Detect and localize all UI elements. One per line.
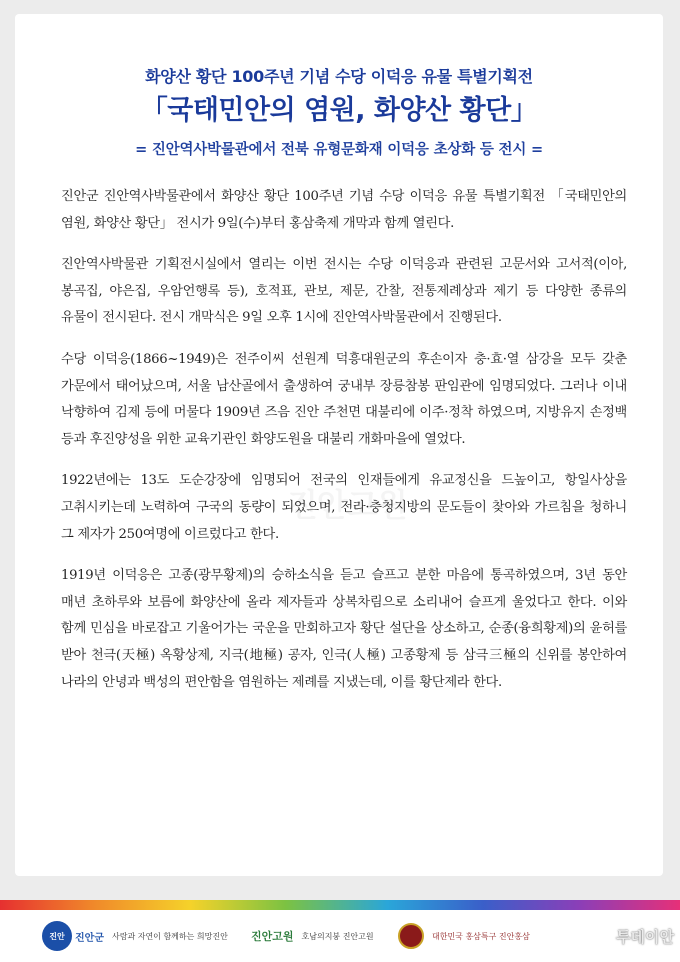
paragraph-5: 1919년 이덕응은 고종(광무황제)의 승하소식을 듣고 슬프고 분한 마음에 통곡하였으며, 3년 동안 매년 초하루와 보름에 화양산에 올라 제자들과 상복차림으로 소리내어 슬프게 울었다고 한다. 이와 함께 민심을 바로잡고 기울어가는 국운을 만회하고자 황단 설단을 상소하고, 순종(융희황제)의 윤허를 받아 천극(天極) 옥황상제, 지극(地極) 공자, 인극(人極) 고종황제 등 삼극三極의 신위를 봉안하여 나라의 안녕과 백성의 편안함을 염원하는 제례를 지냈는데, 이를 황단제라 한다.: [61, 568, 627, 690]
paragraph-1: 진안군 진안역사박물관에서 화양산 황단 100주년 기념 수당 이덕응 유물 특별기획전 「국태민안의 염원, 화양산 황단」 전시가 9일(수)부터 홍삼축제 개막과 함께 열린다.: [61, 189, 627, 231]
footer-slogan-3: 대한민국 홍삼특구 진안홍삼: [432, 931, 530, 941]
paragraph-2: 진안역사박물관 기획전시실에서 열리는 이번 전시는 수당 이덕응과 관련된 고문서와 고서적(이아, 봉곡집, 야은집, 우암언행록 등), 호적표, 관보, 제문, 간찰, 전통제례상과 제기 등 다양한 종류의 유물이 전시된다. 전시 개막식은 9일 오후 1시에 진안역사박물관에서 진행된다.: [61, 257, 627, 326]
paragraph-4: 1922년에는 13도 도순강장에 임명되어 전국의 인재들에게 유교정신을 드높이고, 항일사상을 고취시키는데 노력하여 구국의 동량이 되었으며, 전라·충청지방의 문도들이 찾아와 가르침을 청하니 그 제자가 250여명에 이르렀다고 한다.: [61, 473, 627, 542]
jinan-plateau-logo: [248, 910, 374, 962]
ginseng-seal-icon: [398, 923, 424, 949]
press-watermark: 투데이안: [616, 927, 674, 946]
red-ginseng-logo: [398, 910, 530, 962]
rainbow-divider: [0, 900, 680, 910]
footer-bar: [0, 910, 680, 962]
jinan-emblem-icon: 진안: [42, 921, 72, 951]
article-body: [61, 184, 627, 711]
paragraph-3: 수당 이덕응(1866~1949)은 전주이씨 선원계 덕흥대원군의 후손이자 충·효·열 삼강을 모두 갖춘 가문에서 태어났으며, 서울 남산골에서 출생하여 궁내부 장릉참봉 판임관에 임명되었다. 그러나 이내 낙향하여 김제 등에 머물다 1909년 즈음 진안 주천면 대불리에 이주·정착 하였으며, 지방유지 손정백 등과 후진양성을 위한 교육기관인 화양도원을 대불리 개화마을에 열었다.: [61, 351, 627, 447]
footer-slogan-2: 호남의지붕 진안고원: [301, 931, 374, 941]
document-page: [15, 14, 663, 876]
jinan-county-logo: [42, 910, 228, 962]
jinan-county-name: 진안군: [75, 932, 104, 944]
headline-subtitle: = 진안역사박물관에서 전북 유형문화재 이덕응 초상화 등 전시 =: [135, 142, 543, 158]
footer-slogan-1: 사람과 자연이 함께하는 희망진안: [111, 931, 228, 941]
jinan-plateau-mark: 진안고원: [251, 930, 294, 943]
headline-event-title: 화양산 황단 100주년 기념 수당 이덕응 유물 특별기획전: [145, 67, 533, 86]
headline-exhibition-name: 「국태민안의 염원, 화양산 황단」: [140, 95, 538, 126]
